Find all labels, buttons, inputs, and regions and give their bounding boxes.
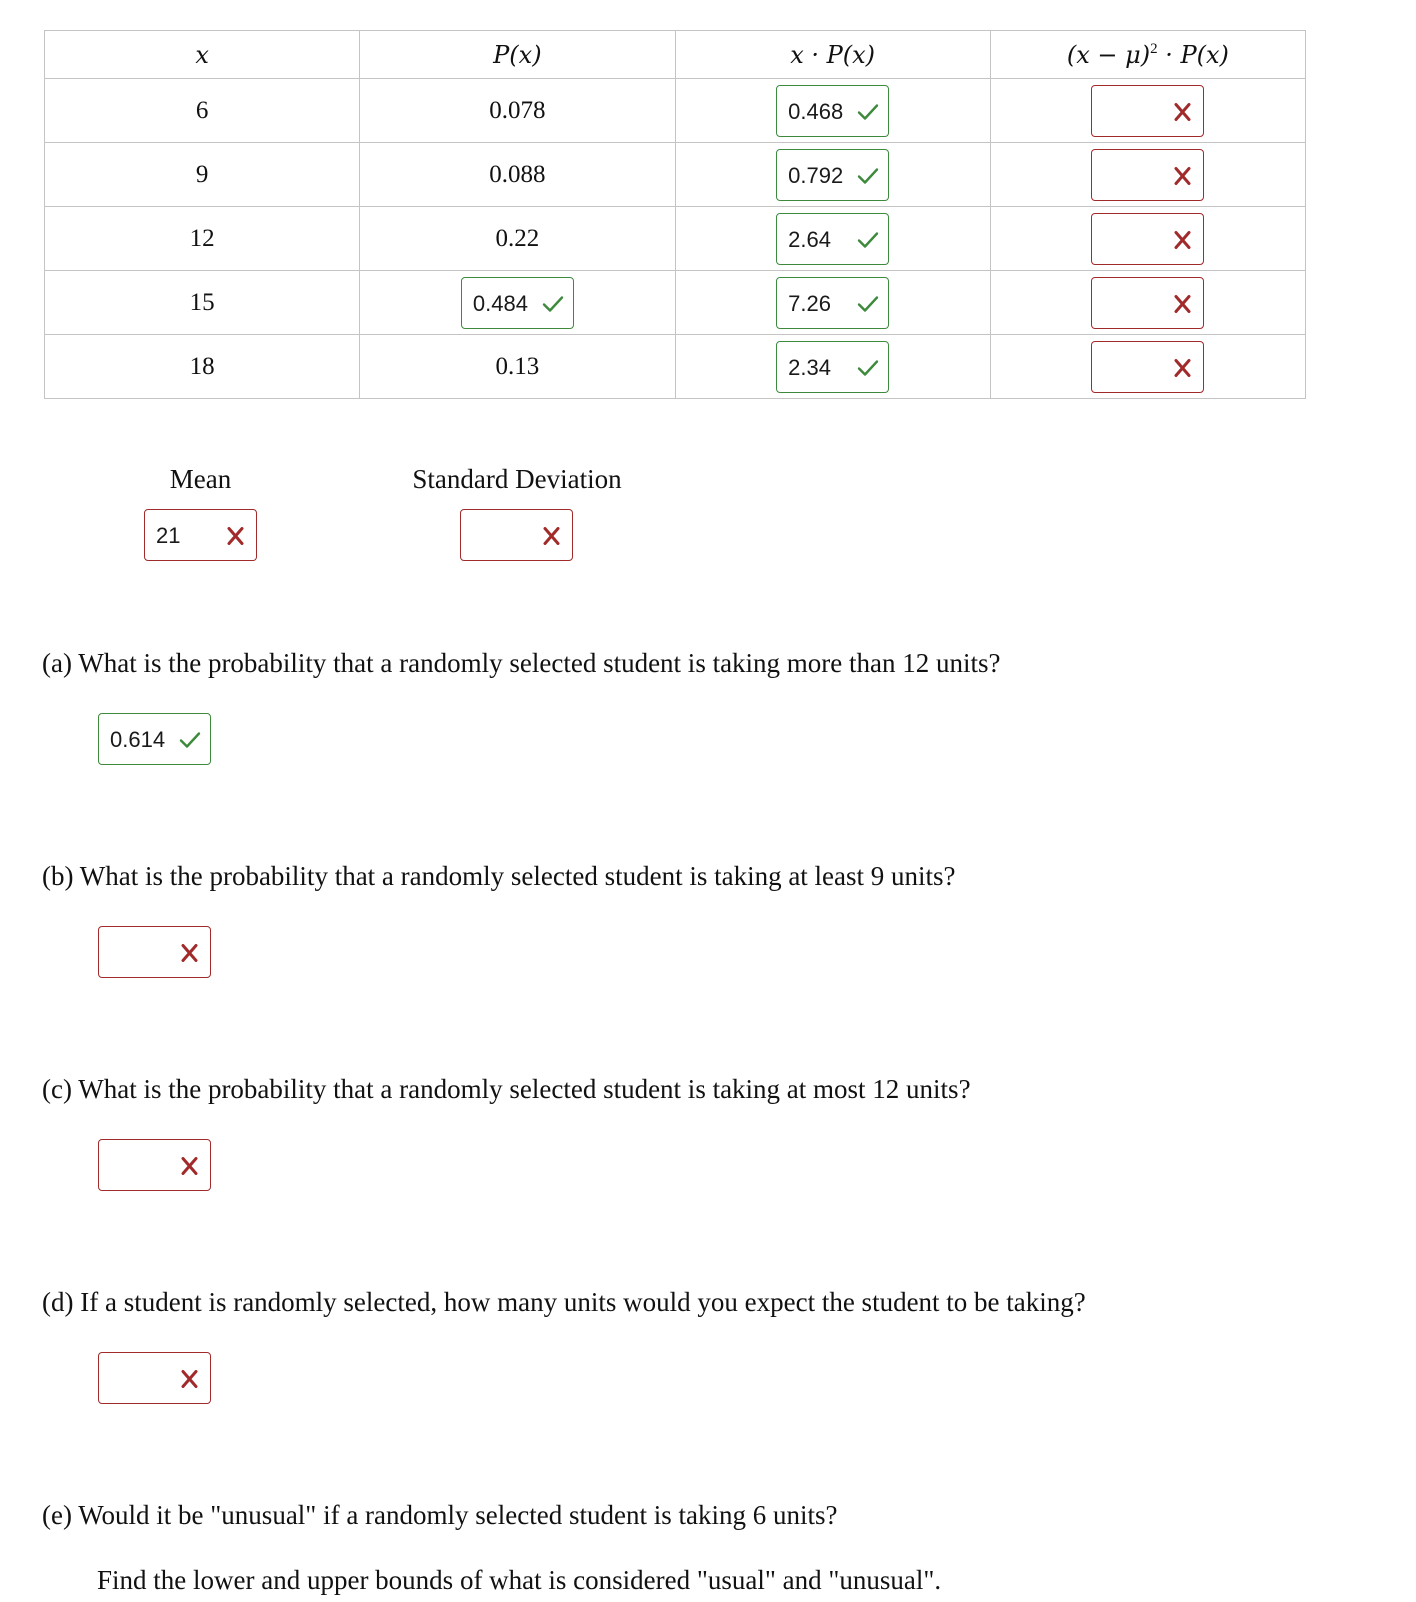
table-row [45, 143, 1306, 207]
header-x-times-p: x · P(x) [675, 31, 990, 79]
header-x: x [45, 31, 360, 79]
answer-c-input[interactable] [98, 1139, 211, 1191]
answer-a-input[interactable]: 0.614 [98, 713, 211, 765]
cell-xp [675, 335, 990, 399]
cell-p: 0.078 [360, 79, 675, 143]
question-e-instructions: Find the lower and upper bounds of what is considered "usual" and "unusual". [97, 1565, 942, 1595]
question-b: (b) What is the probability that a randomly selected student is taking at least 9 units? [42, 861, 956, 891]
cell-x: 6 [45, 79, 360, 143]
answer-d-input[interactable] [98, 1352, 211, 1404]
cell-x: 12 [45, 207, 360, 271]
x-mark-icon [541, 527, 563, 545]
x-mark-icon [1172, 359, 1194, 377]
cell-variance [990, 271, 1305, 335]
standard-deviation-input[interactable] [460, 509, 573, 561]
cell-p [360, 271, 675, 335]
xp-input[interactable]: 0.468 [776, 85, 889, 137]
checkmark-icon [857, 103, 879, 121]
question-c: (c) What is the probability that a randomly selected student is taking at most 12 units? [42, 1074, 971, 1104]
header-p-of-x: P(x) [360, 31, 675, 79]
cell-x: 9 [45, 143, 360, 207]
table-header-row [45, 31, 1306, 79]
p-input[interactable]: 0.484 [461, 277, 574, 329]
standard-deviation-label: Standard Deviation [412, 464, 622, 494]
variance-input[interactable] [1091, 213, 1204, 265]
x-mark-icon [179, 1370, 201, 1388]
x-mark-icon [179, 1157, 201, 1175]
xp-input[interactable]: 7.26 [776, 277, 889, 329]
cell-p: 0.13 [360, 335, 675, 399]
cell-variance [990, 79, 1305, 143]
question-d: (d) If a student is randomly selected, how many units would you expect the student to be taking? [42, 1287, 1086, 1317]
cell-variance [990, 207, 1305, 271]
cell-x: 18 [45, 335, 360, 399]
checkmark-icon [857, 231, 879, 249]
variance-input[interactable] [1091, 149, 1204, 201]
table-row [45, 335, 1306, 399]
variance-input[interactable] [1091, 341, 1204, 393]
table-row [45, 207, 1306, 271]
cell-xp [675, 271, 990, 335]
cell-p: 0.088 [360, 143, 675, 207]
x-mark-icon [1172, 167, 1194, 185]
xp-input[interactable]: 2.34 [776, 341, 889, 393]
xp-input[interactable]: 0.792 [776, 149, 889, 201]
table-row [45, 271, 1306, 335]
x-mark-icon [1172, 295, 1194, 313]
checkmark-icon [542, 295, 564, 313]
checkmark-icon [857, 359, 879, 377]
xp-input[interactable]: 2.64 [776, 213, 889, 265]
question-e: (e) Would it be "unusual" if a randomly selected student is taking 6 units? [42, 1500, 838, 1530]
cell-xp [675, 79, 990, 143]
cell-variance [990, 143, 1305, 207]
table-row [45, 79, 1306, 143]
x-mark-icon [225, 527, 247, 545]
probability-distribution-table [44, 30, 1306, 399]
cell-xp [675, 207, 990, 271]
mean-input[interactable]: 21 [144, 509, 257, 561]
x-mark-icon [1172, 231, 1194, 249]
mean-label: Mean [169, 464, 232, 494]
cell-p: 0.22 [360, 207, 675, 271]
x-mark-icon [1172, 103, 1194, 121]
checkmark-icon [857, 295, 879, 313]
question-a: (a) What is the probability that a randomly selected student is taking more than 12 units? [42, 648, 1001, 678]
cell-x: 15 [45, 271, 360, 335]
cell-variance [990, 335, 1305, 399]
header-variance-term: $(x - \mu)^2 \cdot P(x)$ [990, 31, 1305, 79]
x-mark-icon [179, 944, 201, 962]
variance-input[interactable] [1091, 277, 1204, 329]
variance-input[interactable] [1091, 85, 1204, 137]
checkmark-icon [857, 167, 879, 185]
checkmark-icon [179, 731, 201, 749]
cell-xp [675, 143, 990, 207]
answer-b-input[interactable] [98, 926, 211, 978]
